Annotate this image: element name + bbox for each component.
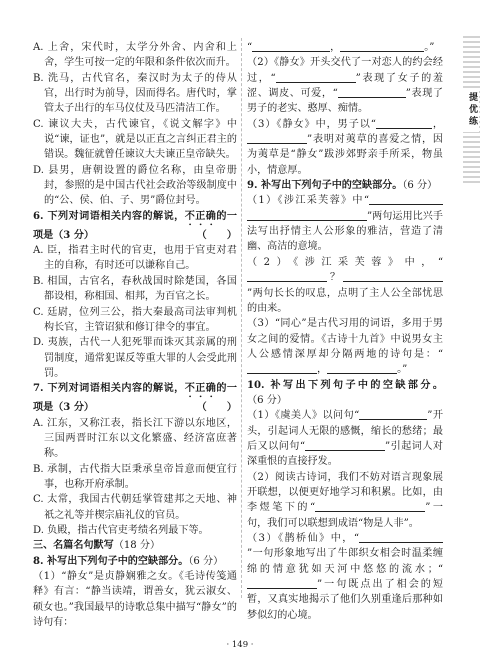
q10-3-text-b: ”一句形象地写出了牛郎织女相会时温柔缠绵的情意犹如天河中悠悠的流水；“ <box>247 548 443 575</box>
column-divider <box>241 38 242 598</box>
q8-part-1: （1）“静女”是贞静娴雅之女。《毛诗传笺通释》有言：“静当读靖，谓善女，犹云淑女、硕女也。”我国最早的诗歌总集中描写“静女”的诗句有： <box>33 571 237 629</box>
answer-blank[interactable] <box>359 531 443 543</box>
q9-1-text: （1）《涉江采芙蓉》中“ <box>247 195 369 207</box>
q8-2-text-b: ”表现了女子的羞涩、调皮、可爱，“ <box>247 72 443 100</box>
q8-part-1-blanks <box>247 40 443 55</box>
q6-option-b: B. 相国，古官名，春秋战国时除楚国，各国都设相，称相国、相邦，为百官之长。 <box>33 275 237 303</box>
q9-3-text: （3）“同心”是古代习用的词语，多用于男女之间的爱情。《古诗十九首》中说男女主人公感情深厚却分隔两地的诗句是：“ <box>247 318 443 360</box>
q8-2-text-c: ”表现了男子的老实、憨厚、痴情。 <box>247 88 443 115</box>
q9-part-3 <box>247 316 443 377</box>
q6-stem-text: 6. 下列对词语相关内容的解说， <box>33 210 185 222</box>
question-mark: ？ <box>327 272 343 284</box>
answer-blank[interactable] <box>247 270 327 282</box>
q9-2-text: （2）《涉江采芙蓉》中，“ <box>247 256 443 268</box>
q7-option-c: C. 太常，我国古代朝廷掌管建邦之天地、神祇之礼等并楔宗庙礼仪的官员。 <box>33 494 237 521</box>
answer-blank[interactable] <box>305 439 385 451</box>
answer-blank[interactable] <box>327 362 397 374</box>
q10-2-text: （2）阅读古诗词，我们不妨对语言现象展开联想，以便更好地学习和积累。比如，由李煜笔下的“ <box>247 471 443 514</box>
answer-blank[interactable] <box>359 408 427 420</box>
comma: ， <box>431 118 443 130</box>
answer-blank[interactable] <box>247 132 307 144</box>
q8-3-text-c: ”表明对荑草的喜爱之情，因为荑草是“静女”跋涉郊野亲手所采，物虽小，情意厚。 <box>247 134 443 176</box>
q7-answer-bracket: （ ） <box>196 402 237 414</box>
quote-close: 。” <box>397 364 408 376</box>
q10-3-text: （3）《鹊桥仙》中，“ <box>247 533 359 544</box>
q9-part-1 <box>247 193 443 254</box>
answer-blank[interactable] <box>315 500 425 512</box>
q10-points: （6 分） <box>247 394 287 406</box>
quote-open: “ <box>247 42 253 53</box>
q6-stem-tail: 的一项是（3 分） <box>33 210 237 241</box>
q6-option-a: A. 臣，指君主时代的官吏，也用于官吏对君主的自称，有时还可以谦称自己。 <box>33 245 237 272</box>
section-3-heading <box>33 538 237 553</box>
q9-stem-text: 9. 补写出下列句子中的空缺部分。 <box>247 180 403 192</box>
answer-blank[interactable] <box>247 362 317 374</box>
q7-stem-tail: 的一项是（3 分） <box>33 383 237 414</box>
question-7-stem <box>33 381 237 415</box>
q8-3-text: （3）《静女》中，男子以“ <box>247 118 376 130</box>
q7-option-d: D. 负殿，指古代官吏考绩名列最下等。 <box>33 524 209 536</box>
question-10-stem <box>247 378 443 409</box>
q10-1-text: （1）《虞美人》以问句“ <box>247 410 360 422</box>
q10-3-text-c: ”一句既点出了相会的短暂，又真实地揭示了他们久别重逢后那种如梦似幻的心境。 <box>247 579 443 621</box>
answer-blank[interactable] <box>247 209 367 221</box>
q9-part-2 <box>247 255 443 316</box>
section-3-points: （18 分） <box>113 540 161 552</box>
q6-option-d: D. 夷族，古代一人犯死罪而诛灭其亲属的刑罚制度，通常犯谋反等重大罪的人会受此刑罚。 <box>33 337 237 379</box>
option-b-xima: B. 洗马，古代官名，秦汉时为太子的侍从官，出行时为前导，因而得名。唐代时，掌管太子出行的车马仪仗及马匹清洁工作。 <box>33 72 237 115</box>
q9-points: （6 分） <box>402 180 438 192</box>
answer-blank[interactable] <box>376 117 432 129</box>
q10-1-text-b: ”开头，引起词人无限的感慨，缩长的愁绪；最后又以问句“ <box>247 410 443 452</box>
q6-option-c: C. 廷尉，位列三公，指大秦最高司法审判机构长官，主管诏狱和修订律令的事宜。 <box>33 306 237 333</box>
option-c-jianyi: C. 谏议大夫，古代谏官，《说文解字》中说“谏，证也”，就是以正直之言纠正君主的错误。魏征就曾任谏议大夫谏正皇帝缺失。 <box>33 118 237 161</box>
answer-blank[interactable] <box>343 270 443 282</box>
q9-1-text-b: ”两句运用比兴手法写出抒情主人公形象的雅洁，营造了清幽、高洁的意境。 <box>247 210 443 253</box>
q7-option-a: A. 江东，又称江表，指长江下游以东地区，三国两晋时江东以文化繁盛、经济富庶著称。 <box>33 417 237 460</box>
question-9-stem <box>247 178 443 193</box>
question-6-stem <box>33 209 237 243</box>
q10-1-text-c: ”引起词人对深重恨的直接抒发。 <box>247 440 443 468</box>
q6-emphasis: 不正确 <box>184 210 217 222</box>
option-d-xiannan: D. 县男，唐朝设置的爵位名称，由皇帝册封，参照的是中国古代社会政治等级制度中的“公、侯、伯、子、男”爵位封号。 <box>33 164 237 207</box>
side-tab-label: 提优练 <box>459 88 479 132</box>
comma: ， <box>317 364 328 376</box>
answer-blank[interactable] <box>252 40 330 52</box>
left-column <box>33 40 237 630</box>
q8-stem-text: 8. 补写出下列句子中的空缺部分。 <box>33 555 189 567</box>
q10-part-1 <box>247 408 443 469</box>
q6-answer-bracket: （ ） <box>196 229 237 241</box>
q8-part-2 <box>247 55 443 116</box>
option-a-shangshe: A. 上舍，宋代时，太学分外舍、内舍和上舍，学生可按一定的年限和条件依次而升。 <box>33 42 237 69</box>
q7-stem-text: 7. 下列对词语相关内容的解说， <box>33 383 185 395</box>
answer-blank[interactable] <box>338 86 406 98</box>
q8-points: （6 分） <box>188 555 224 567</box>
section-3-title: 三、名篇名句默写 <box>33 540 114 552</box>
q8-2-text: （2）《静女》开头交代了一对恋人的约会经过，“ <box>247 57 443 84</box>
q9-2-text-c: ”两句长长的叹息，点明了主人公全部忧思的由来。 <box>247 287 443 314</box>
q10-stem-text: 10. 补写出下列句子中的空缺部分。 <box>247 379 443 391</box>
q7-option-b: B. 承制，古代指大臣秉承皇帝旨意而便宜行事，也称开府承制。 <box>33 463 237 490</box>
question-8-stem <box>33 554 237 569</box>
answer-blank[interactable] <box>247 577 317 589</box>
q8-part-3 <box>247 117 443 178</box>
answer-blank[interactable] <box>369 193 443 205</box>
q10-2-text-b: ”一句，我们可以联想到成语“物是人非”。 <box>247 502 443 529</box>
side-tab <box>447 36 480 186</box>
answer-blank[interactable] <box>276 71 356 83</box>
q7-emphasis: 不正确 <box>184 383 217 395</box>
q10-part-3 <box>247 531 443 623</box>
page-number: · 149 · <box>226 640 254 650</box>
q10-part-2 <box>247 470 443 531</box>
comma: ， <box>330 42 341 53</box>
right-column <box>247 40 443 623</box>
answer-blank[interactable] <box>340 40 424 52</box>
quote-close: 。” <box>424 42 435 53</box>
